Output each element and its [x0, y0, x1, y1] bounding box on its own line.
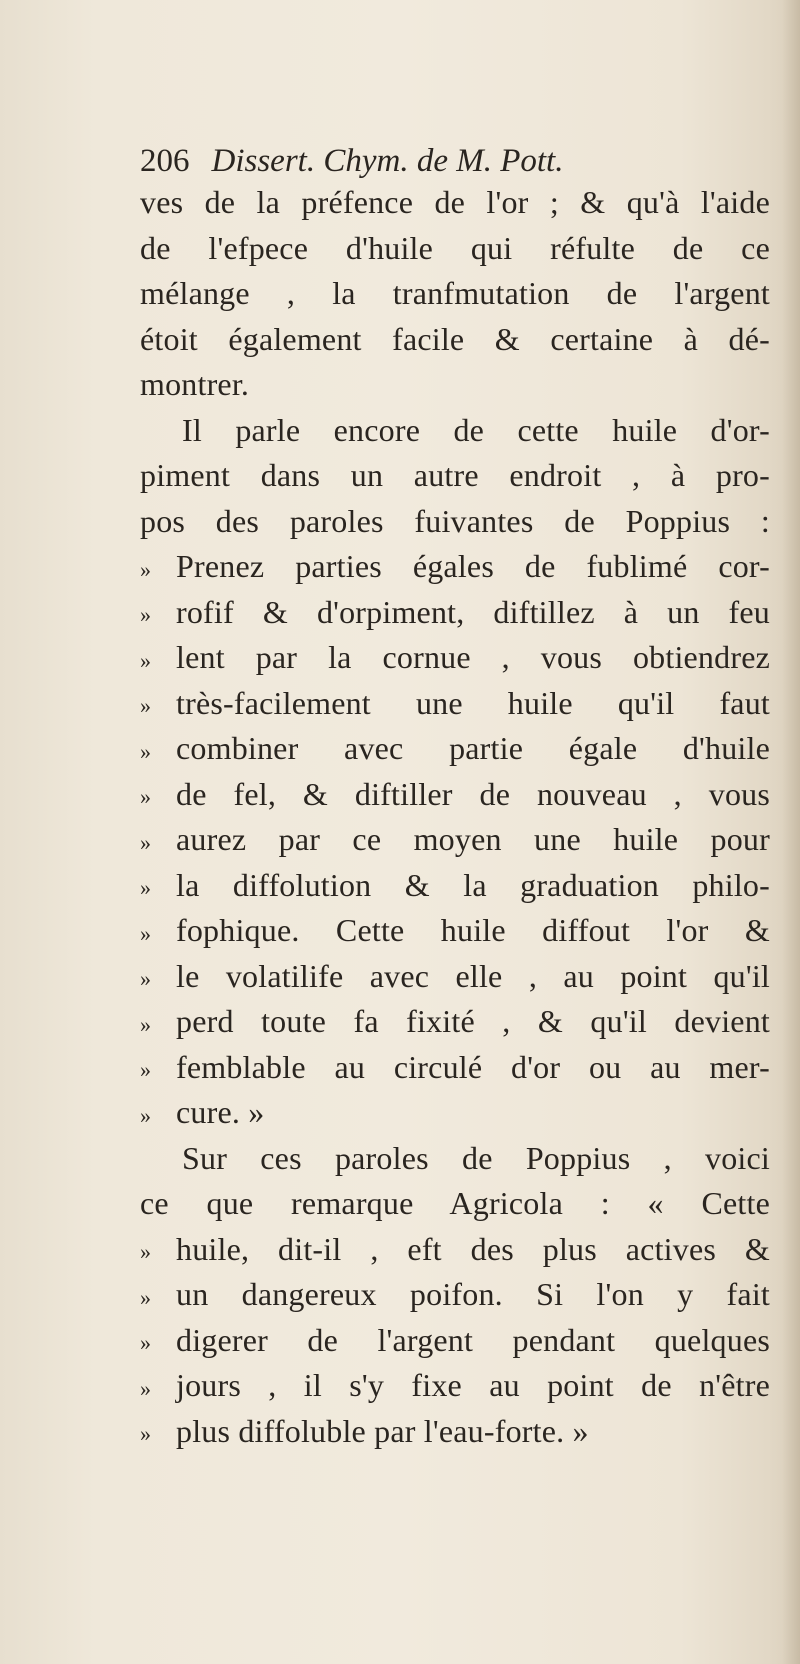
- quote-mark: »: [140, 966, 152, 992]
- line-text: très-facilement une huile qu'il faut: [176, 684, 770, 721]
- text-line: [140, 1363, 770, 1409]
- quote-mark: »: [140, 875, 152, 901]
- text-line: ce que remarque Agricola : « Cette: [140, 1185, 770, 1221]
- text-line: [140, 544, 770, 590]
- text-line: montrer.: [140, 366, 250, 402]
- quote-mark: »: [140, 1102, 152, 1128]
- text-line: [140, 817, 770, 863]
- line-text: femblable au circulé d'or ou au mer-: [176, 1048, 770, 1085]
- text-line: [140, 954, 770, 1000]
- text-line: piment dans un autre endroit , à pro-: [140, 457, 770, 493]
- line-text: plus diffoluble par l'eau-forte. »: [176, 1412, 589, 1449]
- line-text: la diffolution & la graduation philo-: [176, 866, 770, 903]
- quote-mark: »: [140, 784, 152, 810]
- text-line: [140, 999, 770, 1045]
- text-line: [140, 1318, 770, 1364]
- text-line: [140, 1227, 770, 1273]
- quote-mark: »: [140, 693, 152, 719]
- text-line: pos des paroles fuivantes de Poppius :: [140, 502, 770, 539]
- text-line: [140, 635, 770, 681]
- quote-mark: »: [140, 1239, 152, 1265]
- line-text: Prenez parties égales de fublimé cor-: [176, 548, 770, 584]
- quote-mark: »: [140, 1375, 152, 1401]
- line-text: un dangereux poifon. Si l'on y fait: [176, 1276, 770, 1312]
- quote-mark: »: [140, 920, 152, 946]
- quote-mark: »: [140, 738, 152, 764]
- text-line: étoit également facile & certaine à dé-: [140, 320, 770, 357]
- line-text: digerer de l'argent pendant quelques: [176, 1321, 770, 1358]
- text-line: de l'efpece d'huile qui réfulte de ce: [140, 229, 770, 266]
- line-text: le volatilife avec elle , au point qu'il: [176, 957, 770, 994]
- text-line: [140, 726, 770, 772]
- line-text: huile, dit-il , eft des plus actives &: [176, 1230, 770, 1267]
- page-number: 206: [140, 143, 190, 179]
- text-line: Il parle encore de cette huile d'or-: [182, 411, 770, 448]
- quote-mark: »: [140, 1330, 152, 1356]
- text-line: Sur ces paroles de Poppius , voici: [182, 1139, 770, 1176]
- line-text: aurez par ce moyen une huile pour: [176, 821, 770, 857]
- text-line: [140, 1409, 770, 1455]
- quote-mark: »: [140, 1011, 152, 1037]
- text-line: [140, 590, 770, 636]
- text-line: [140, 1045, 770, 1091]
- text-line: [140, 1272, 770, 1318]
- quote-mark: »: [140, 1284, 152, 1310]
- quote-mark: »: [140, 1421, 152, 1447]
- line-text: jours , il s'y fixe au point de n'être: [176, 1367, 770, 1403]
- line-text: fophique. Cette huile diffout l'or &: [176, 912, 770, 948]
- quote-mark: »: [140, 647, 152, 673]
- quote-mark: »: [140, 1057, 152, 1083]
- quote-mark: »: [140, 602, 152, 628]
- text-line: [140, 681, 770, 727]
- text-line: [140, 908, 770, 954]
- line-text: perd toute fa fixité , & qu'il devient: [176, 1003, 770, 1039]
- line-text: de fel, & diftiller de nouveau , vous: [176, 775, 770, 812]
- quote-mark: »: [140, 829, 152, 855]
- text-line: [140, 1090, 770, 1136]
- line-text: combiner avec partie égale d'huile: [176, 730, 770, 766]
- text-line: [140, 863, 770, 909]
- line-text: lent par la cornue , vous obtiendrez: [176, 639, 770, 675]
- text-line: ves de la préfence de l'or ; & qu'à l'aide: [140, 184, 770, 220]
- line-text: rofif & d'orpiment, diftillez à un feu: [176, 593, 770, 630]
- text-line: mélange , la tranfmutation de l'argent: [140, 275, 770, 311]
- line-text: cure. »: [176, 1094, 265, 1130]
- running-title: Dissert. Chym. de M. Pott.: [211, 143, 564, 179]
- quote-mark: »: [140, 556, 152, 582]
- text-line: [140, 772, 770, 818]
- page-header: [140, 138, 700, 184]
- page-edge-shadow: [782, 0, 800, 1664]
- body-text: [140, 180, 770, 1454]
